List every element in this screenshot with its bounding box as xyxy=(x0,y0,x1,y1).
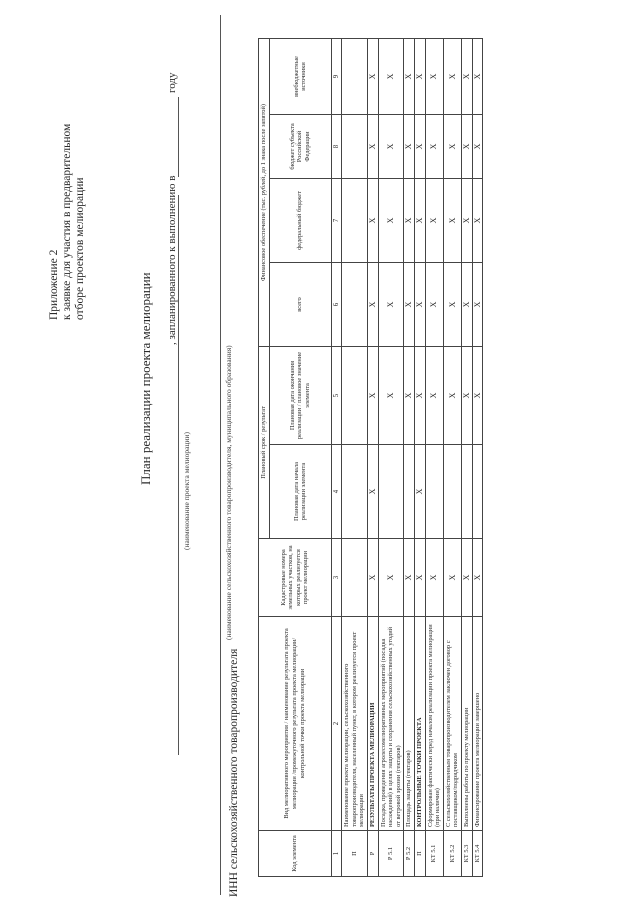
row-code: П xyxy=(414,831,425,877)
table-row xyxy=(404,39,415,877)
row-name: РЕЗУЛЬТАТЫ ПРОЕКТА МЕЛИОРАЦИИ xyxy=(367,617,378,831)
row-cell: X xyxy=(472,179,483,263)
row-code: КТ 5.3 xyxy=(461,831,472,877)
row-cell: X xyxy=(404,263,415,347)
row-name: Финансирование проекта мелиорации завершено xyxy=(472,617,483,831)
row-cell xyxy=(342,263,368,347)
row-cell: X xyxy=(425,115,443,179)
table-row xyxy=(472,39,483,877)
col-number: 9 xyxy=(331,39,342,115)
table-row xyxy=(367,39,378,877)
year-label: году xyxy=(166,72,178,93)
appendix-line-1: Приложение 2 xyxy=(48,249,60,320)
planned-label: , запланированного к выполнению в xyxy=(166,175,178,345)
table-row xyxy=(461,39,472,877)
row-cell xyxy=(443,445,461,539)
header-type: Вид мелиоративного мероприятия / наименование результата проекта мелиорации /промежуточного результата проекта мелиорации/ контрольной точки проекта мелиорации xyxy=(259,617,332,831)
header-cadastral: Кадастровые номера земельных участков, на которых реализуется проект мелиорации xyxy=(259,539,332,617)
row-cell: X xyxy=(425,263,443,347)
row-cell: X xyxy=(472,539,483,617)
row-cell: X xyxy=(404,115,415,179)
row-cell: X xyxy=(461,39,472,115)
row-cell: X xyxy=(443,539,461,617)
table-row xyxy=(443,39,461,877)
row-cell: X xyxy=(443,263,461,347)
row-cell xyxy=(342,445,368,539)
document-title: План реализации проекта мелиорации xyxy=(138,272,153,485)
table-row xyxy=(378,39,404,877)
row-cell: X xyxy=(472,347,483,445)
row-cell xyxy=(425,445,443,539)
row-cell: X xyxy=(378,179,404,263)
col-number: 4 xyxy=(331,445,342,539)
row-cell: X xyxy=(367,539,378,617)
col-number: 5 xyxy=(331,347,342,445)
row-cell: X xyxy=(378,539,404,617)
row-cell xyxy=(461,445,472,539)
table-row xyxy=(425,39,443,877)
row-cell: X xyxy=(443,39,461,115)
row-cell: X xyxy=(404,179,415,263)
row-cell: X xyxy=(414,39,425,115)
row-cell: X xyxy=(461,539,472,617)
row-cell: X xyxy=(472,263,483,347)
row-name: Площадь защиты (гектаров) xyxy=(404,617,415,831)
row-cell: X xyxy=(367,445,378,539)
col-number: 1 xyxy=(331,831,342,877)
row-cell: X xyxy=(472,39,483,115)
table-row xyxy=(414,39,425,877)
organization-line xyxy=(220,15,221,895)
row-cell: X xyxy=(367,115,378,179)
row-cell: X xyxy=(367,347,378,445)
row-cell: X xyxy=(414,179,425,263)
year-line xyxy=(178,97,179,177)
row-cell: X xyxy=(425,179,443,263)
row-cell: X xyxy=(461,263,472,347)
row-code: Р xyxy=(367,831,378,877)
inn-label: ИНН сельскохозяйственного товаропроизводителя xyxy=(228,648,240,897)
row-cell: X xyxy=(367,179,378,263)
column-number-row xyxy=(331,39,342,877)
row-cell: X xyxy=(414,347,425,445)
row-name: С сельскохозяйственным товаропроизводителем заключен договор с поставщиком/подрядчиком xyxy=(443,617,461,831)
row-cell: X xyxy=(414,115,425,179)
row-cell xyxy=(342,179,368,263)
row-cell: X xyxy=(414,263,425,347)
row-cell xyxy=(342,115,368,179)
row-cell: X xyxy=(461,347,472,445)
header-end-date: Плановая дата окончания реализации / плановое значение элемента xyxy=(269,347,331,445)
header-planned-period: Плановый срок / результат xyxy=(259,347,270,539)
row-cell xyxy=(378,445,404,539)
row-cell: X xyxy=(378,347,404,445)
row-name: Посадка, проведения агролесомелиоративных мероприятий (посадка насаждений) в целях защиты и сохранения сельскохозяйственных угодий от ветровой эрозии (гектаров) xyxy=(378,617,404,831)
row-code: Р 5.2 xyxy=(404,831,415,877)
row-cell: X xyxy=(404,539,415,617)
row-code: Р 5.1 xyxy=(378,831,404,877)
row-cell: X xyxy=(404,347,415,445)
row-cell: X xyxy=(461,115,472,179)
col-number: 8 xyxy=(331,115,342,179)
row-cell: X xyxy=(414,445,425,539)
row-cell: X xyxy=(367,263,378,347)
appendix-block xyxy=(48,80,87,320)
table-row xyxy=(342,39,368,877)
row-cell xyxy=(342,347,368,445)
row-cell: X xyxy=(443,347,461,445)
col-number: 7 xyxy=(331,179,342,263)
project-name-line xyxy=(178,195,179,755)
header-code: Код элемента xyxy=(259,831,332,877)
row-cell: X xyxy=(378,115,404,179)
row-cell: X xyxy=(425,347,443,445)
project-name-hint: (наименование проекта мелиорации) xyxy=(182,432,191,550)
row-cell: X xyxy=(425,539,443,617)
header-extra: внебюджетные источники xyxy=(269,39,331,115)
row-code: КТ 5.4 xyxy=(472,831,483,877)
row-cell: X xyxy=(378,39,404,115)
row-name: Сформирован фактически перед началом реализации проекта мелиорации (при наличии) xyxy=(425,617,443,831)
row-cell xyxy=(472,445,483,539)
appendix-line-3: отборе проектов мелиорации xyxy=(74,177,86,320)
row-code: КТ 5.2 xyxy=(443,831,461,877)
table-body xyxy=(342,39,483,877)
row-cell: X xyxy=(378,263,404,347)
row-cell: X xyxy=(404,39,415,115)
row-name: Выполнены работы по проекту мелиорации xyxy=(461,617,472,831)
row-cell: X xyxy=(461,179,472,263)
row-cell: X xyxy=(367,39,378,115)
row-code: П xyxy=(342,831,368,877)
header-total: всего xyxy=(269,263,331,347)
header-federal: федеральный бюджет xyxy=(269,179,331,263)
row-name: КОНТРОЛЬНЫЕ ТОЧКИ ПРОЕКТА xyxy=(414,617,425,831)
row-cell: X xyxy=(472,115,483,179)
organization-hint: (наименование сельскохозяйственного товаропроизводителя, муниципального образования) xyxy=(224,345,233,640)
appendix-line-2: к заявке для участия в предварительном xyxy=(61,123,73,320)
row-cell: X xyxy=(425,39,443,115)
plan-table xyxy=(258,38,483,877)
col-number: 3 xyxy=(331,539,342,617)
header-start-date: Плановая дата начала реализации элемента xyxy=(269,445,331,539)
header-financing: Финансовое обеспечение (тыс. рублей, до 1 знака после запятой) xyxy=(259,39,270,347)
row-cell xyxy=(342,39,368,115)
col-number: 2 xyxy=(331,617,342,831)
row-cell: X xyxy=(443,179,461,263)
header-regional: бюджет субъекта Российской Федерации xyxy=(269,115,331,179)
row-cell xyxy=(342,539,368,617)
row-cell: X xyxy=(414,539,425,617)
row-cell xyxy=(404,445,415,539)
row-name: Наименование проекта мелиорации, сельскохозяйственного товаропроизводителя, населенный пункт, в котором реализуется проект мелиорации xyxy=(342,617,368,831)
col-number: 6 xyxy=(331,263,342,347)
row-code: КТ 5.1 xyxy=(425,831,443,877)
row-cell: X xyxy=(443,115,461,179)
